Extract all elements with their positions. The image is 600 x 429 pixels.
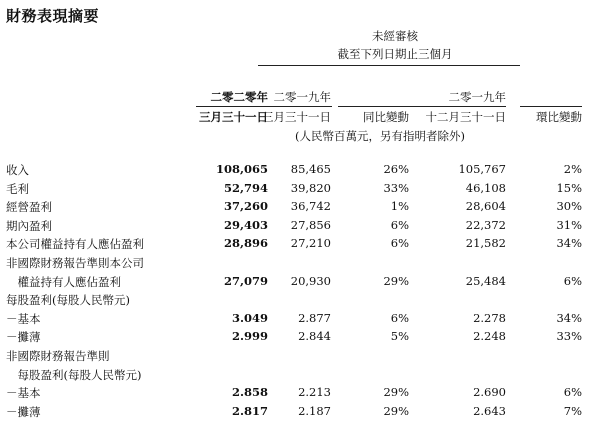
page-title: 財務表現摘要: [6, 7, 100, 25]
row-value-1: 3.049: [231, 311, 268, 325]
row-value-4: 25,484: [465, 274, 506, 288]
row-value-1: 52,794: [223, 181, 268, 195]
col-rule-5: [520, 106, 582, 107]
row-value-4: 21,582: [465, 236, 506, 250]
col-head-2019q4: [426, 87, 507, 127]
row-value-4: 28,604: [465, 199, 506, 213]
row-value-3: 1%: [390, 199, 409, 213]
row-label: －攤薄: [6, 405, 41, 419]
col-head-2020q1: [199, 87, 268, 127]
row-value-3: 26%: [383, 162, 409, 176]
unit-note: (人民幣百萬元，另有指明者除外): [295, 129, 465, 143]
row-value-1: 28,896: [223, 236, 268, 250]
row-value-4: 22,372: [465, 218, 506, 232]
row-value-3: 29%: [383, 404, 409, 418]
col-head-qoq: 環比變動: [536, 110, 582, 124]
col-rule-1: [196, 106, 268, 107]
row-value-5: 6%: [563, 385, 582, 399]
row-value-2: 2.213: [298, 385, 331, 399]
row-value-1: 29,403: [223, 218, 268, 232]
row-value-3: 29%: [383, 274, 409, 288]
row-value-1: 2.999: [231, 329, 268, 343]
col-head-2019q4-line1: 二零一九年: [448, 90, 506, 104]
row-label: 非國際財務報告準則: [6, 349, 110, 363]
row-value-5: 33%: [556, 329, 582, 343]
col-head-2019q1-line1: 二零一九年: [273, 90, 331, 104]
col-head-2019q1: [262, 87, 331, 127]
col-head-2020q1-line2: 三月三十一日: [199, 110, 268, 124]
row-label: 本公司權益持有人應佔盈利: [6, 237, 144, 251]
row-label: －基本: [6, 386, 41, 400]
col-head-2019q1-line2: 三月三十一日: [262, 110, 331, 124]
row-label: 每股盈利(每股人民幣元): [6, 368, 142, 382]
row-value-4: 2.278: [473, 311, 506, 325]
col-rule-2: [262, 106, 332, 107]
row-value-4: 46,108: [465, 181, 506, 195]
row-value-5: 6%: [563, 274, 582, 288]
header-unaudited: 未經審核: [372, 29, 418, 43]
row-value-3: 6%: [390, 236, 409, 250]
row-value-1: 37,260: [223, 199, 268, 213]
row-value-3: 33%: [383, 181, 409, 195]
row-value-2: 39,820: [290, 181, 331, 195]
header-period: 截至下列日期止三個月: [337, 47, 453, 61]
col-head-2019q4-line2: 十二月三十一日: [425, 110, 506, 124]
row-value-1: 2.858: [231, 385, 268, 399]
col-head-2020q1-line1: 二零二零年: [210, 90, 268, 104]
row-value-4: 2.248: [473, 329, 506, 343]
col-rule-3: [338, 106, 410, 107]
col-rule-4: [410, 106, 506, 107]
row-value-2: 36,742: [290, 199, 331, 213]
row-value-2: 27,856: [290, 218, 331, 232]
row-value-4: 2.643: [473, 404, 506, 418]
row-value-5: 31%: [556, 218, 582, 232]
row-value-5: 30%: [556, 199, 582, 213]
row-label: 權益持有人應佔盈利: [6, 275, 121, 289]
row-label: 期內盈利: [6, 219, 52, 233]
col-head-yoy: 同比變動: [363, 110, 409, 124]
row-value-1: 108,065: [215, 162, 268, 176]
row-value-5: 2%: [563, 162, 582, 176]
row-label: －基本: [6, 312, 41, 326]
row-value-2: 20,930: [290, 274, 331, 288]
row-value-3: 6%: [390, 311, 409, 325]
row-value-2: 2.877: [298, 311, 331, 325]
row-value-5: 15%: [556, 181, 582, 195]
row-value-5: 34%: [556, 236, 582, 250]
row-value-1: 27,079: [223, 274, 268, 288]
row-value-4: 105,767: [458, 162, 506, 176]
row-value-2: 27,210: [290, 236, 331, 250]
row-value-3: 6%: [390, 218, 409, 232]
row-value-1: 2.817: [231, 404, 268, 418]
row-value-2: 2.187: [298, 404, 331, 418]
row-value-4: 2.690: [473, 385, 506, 399]
header-rule-top: [258, 65, 520, 66]
row-value-5: 34%: [556, 311, 582, 325]
row-label: 每股盈利(每股人民幣元): [6, 293, 130, 307]
row-value-2: 2.844: [298, 329, 331, 343]
row-label: 毛利: [6, 182, 29, 196]
row-label: －攤薄: [6, 330, 41, 344]
row-value-5: 7%: [563, 404, 582, 418]
row-label: 收入: [6, 163, 29, 177]
row-value-3: 29%: [383, 385, 409, 399]
row-label: 非國際財務報告準則本公司: [6, 256, 144, 270]
row-label: 經營盈利: [6, 200, 52, 214]
row-value-2: 85,465: [290, 162, 331, 176]
row-value-3: 5%: [390, 329, 409, 343]
